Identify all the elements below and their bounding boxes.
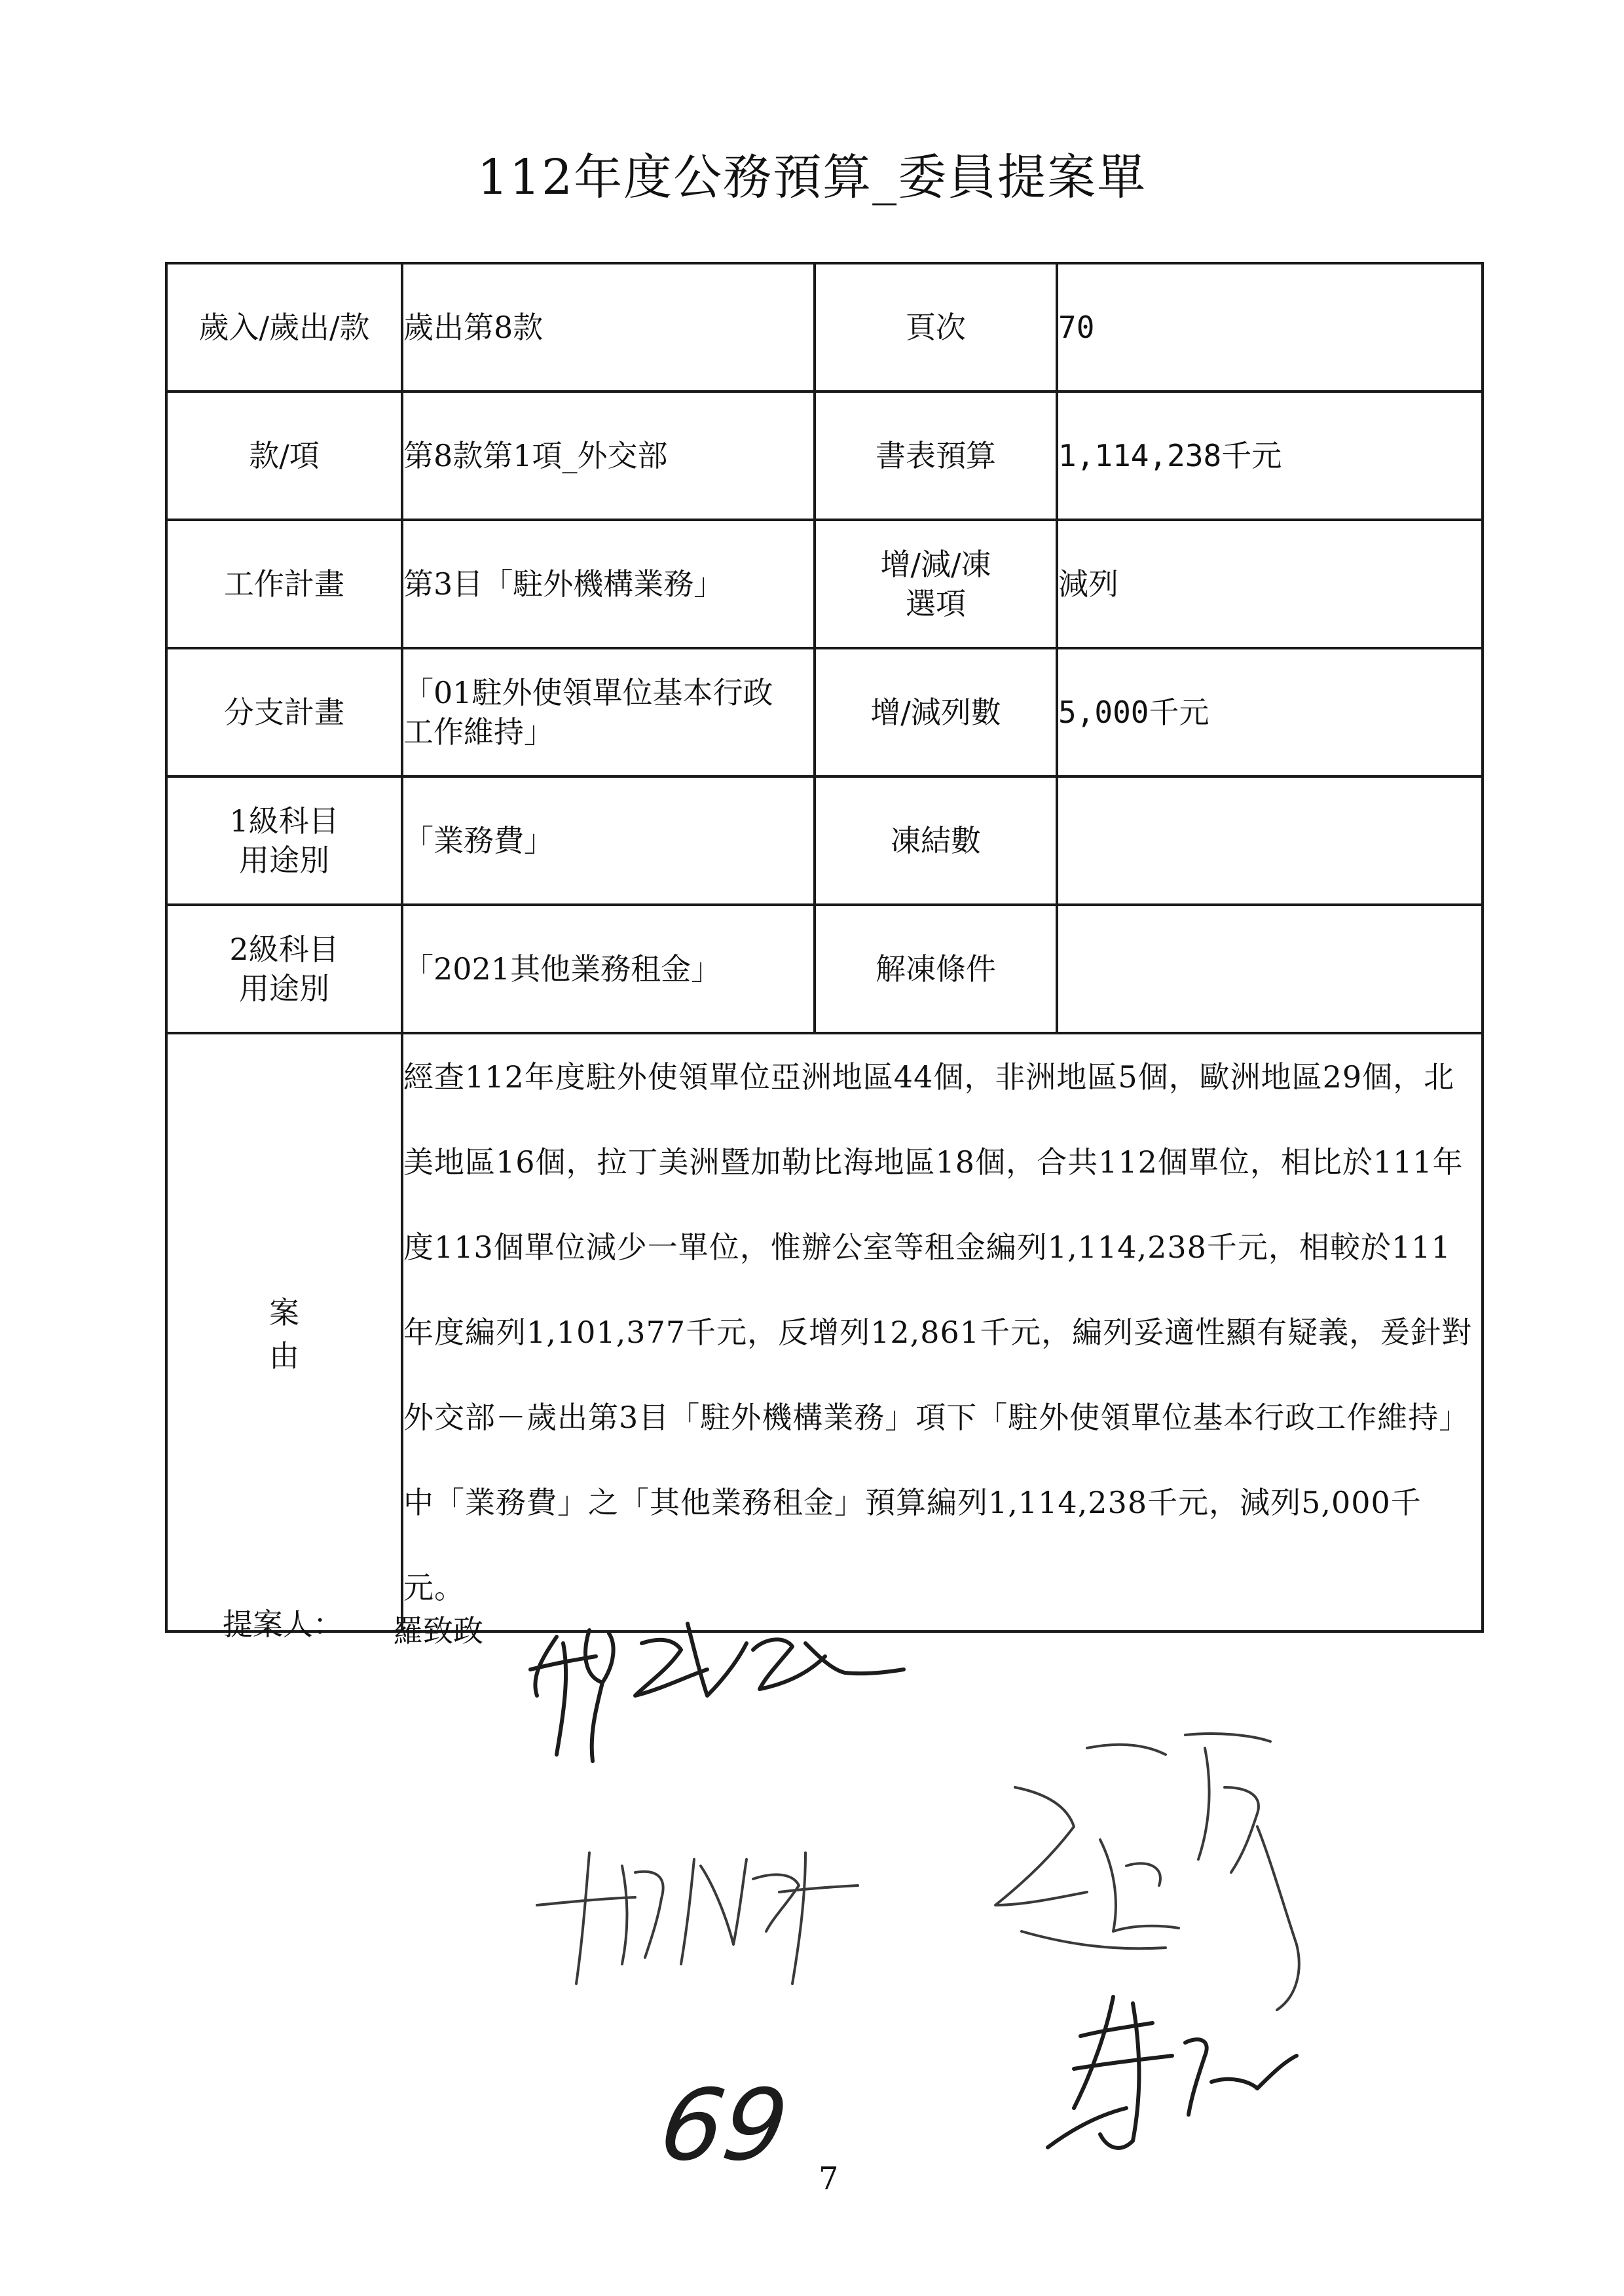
label-frozen-amount: 凍結數 [815, 776, 1057, 905]
proposal-form-table [165, 262, 1484, 1633]
value-work-plan: 第3目「駐外機構業務」 [402, 520, 815, 648]
value-adjust-option: 減列 [1057, 520, 1483, 648]
reason-text: 經查112年度駐外使領單位亞洲地區44個，非洲地區5個，歐洲地區29個，北美地區16個，拉丁美洲暨加勒比海地區18個，合共112個單位，相比於111年度113個單位減少一單位，惟辦公室等租金編列1,114,238千元，相較於111年度編列1,101,377千元，反增列12,861千元，編列妥適性顯有疑義，爰針對外交部－歲出第3目「駐外機構業務」項下「駐外使領單位基本行政工作維持」中「業務費」之「其他業務租金」預算編列1,114,238千元，減列5,000千元。 [402, 1033, 1483, 1631]
label-reason [166, 1033, 402, 1631]
table-row [166, 905, 1483, 1033]
label-level1-subject [166, 776, 402, 905]
label-level2-subject-line1: 2級科目 [229, 932, 339, 967]
label-level1-subject-line2: 用途別 [239, 843, 329, 878]
value-frozen-amount [1057, 776, 1483, 905]
table-row [166, 520, 1483, 648]
label-branch-plan: 分支計畫 [166, 648, 402, 776]
label-adjust-option [815, 520, 1057, 648]
label-work-plan: 工作計畫 [166, 520, 402, 648]
handwritten-page-number: 69 [653, 2069, 795, 2183]
value-branch-plan-line1: 「01駐外使領單位基本行政 [403, 675, 773, 710]
label-page: 頁次 [815, 263, 1057, 392]
page-number: 7 [819, 2160, 839, 2197]
signature-2 [530, 1813, 897, 1997]
value-branch-plan [402, 648, 815, 776]
label-reason-char2: 由 [269, 1338, 299, 1374]
table-row [166, 263, 1483, 392]
label-revenue-expense: 歲入/歲出/款 [166, 263, 402, 392]
proposer-label: 提案人： [223, 1607, 343, 1642]
label-adjust-option-line2: 選項 [906, 586, 966, 621]
value-statement-budget: 1,114,238千元 [1057, 392, 1483, 520]
value-branch-plan-line2: 工作維持」 [403, 714, 554, 750]
label-section-item: 款/項 [166, 392, 402, 520]
signature-1 [517, 1597, 910, 1774]
label-adjust-amount: 增/減列數 [815, 648, 1057, 776]
value-adjust-amount: 5,000千元 [1057, 648, 1483, 776]
value-revenue-expense: 歲出第8款 [402, 263, 815, 392]
value-section-item: 第8款第1項_外交部 [402, 392, 815, 520]
label-level1-subject-line1: 1級科目 [229, 803, 339, 839]
label-level2-subject [166, 905, 402, 1033]
signature-4 [1035, 1977, 1310, 2174]
label-level2-subject-line2: 用途別 [239, 971, 329, 1006]
value-level1-subject: 「業務費」 [402, 776, 815, 905]
value-unfreeze-condition [1057, 905, 1483, 1033]
label-adjust-option-line1: 增/減/凍 [880, 547, 991, 582]
label-unfreeze-condition: 解凍條件 [815, 905, 1057, 1033]
value-page: 70 [1057, 263, 1483, 392]
value-level2-subject: 「2021其他業務租金」 [402, 905, 815, 1033]
table-row [166, 392, 1483, 520]
proposer-name: 羅致政 [393, 1613, 483, 1649]
table-row [166, 1033, 1483, 1631]
table-row [166, 776, 1483, 905]
label-statement-budget: 書表預算 [815, 392, 1057, 520]
document-title: 112年度公務預算_委員提案單 [477, 149, 1147, 206]
table-row [166, 648, 1483, 776]
label-reason-char1: 案 [269, 1295, 299, 1330]
